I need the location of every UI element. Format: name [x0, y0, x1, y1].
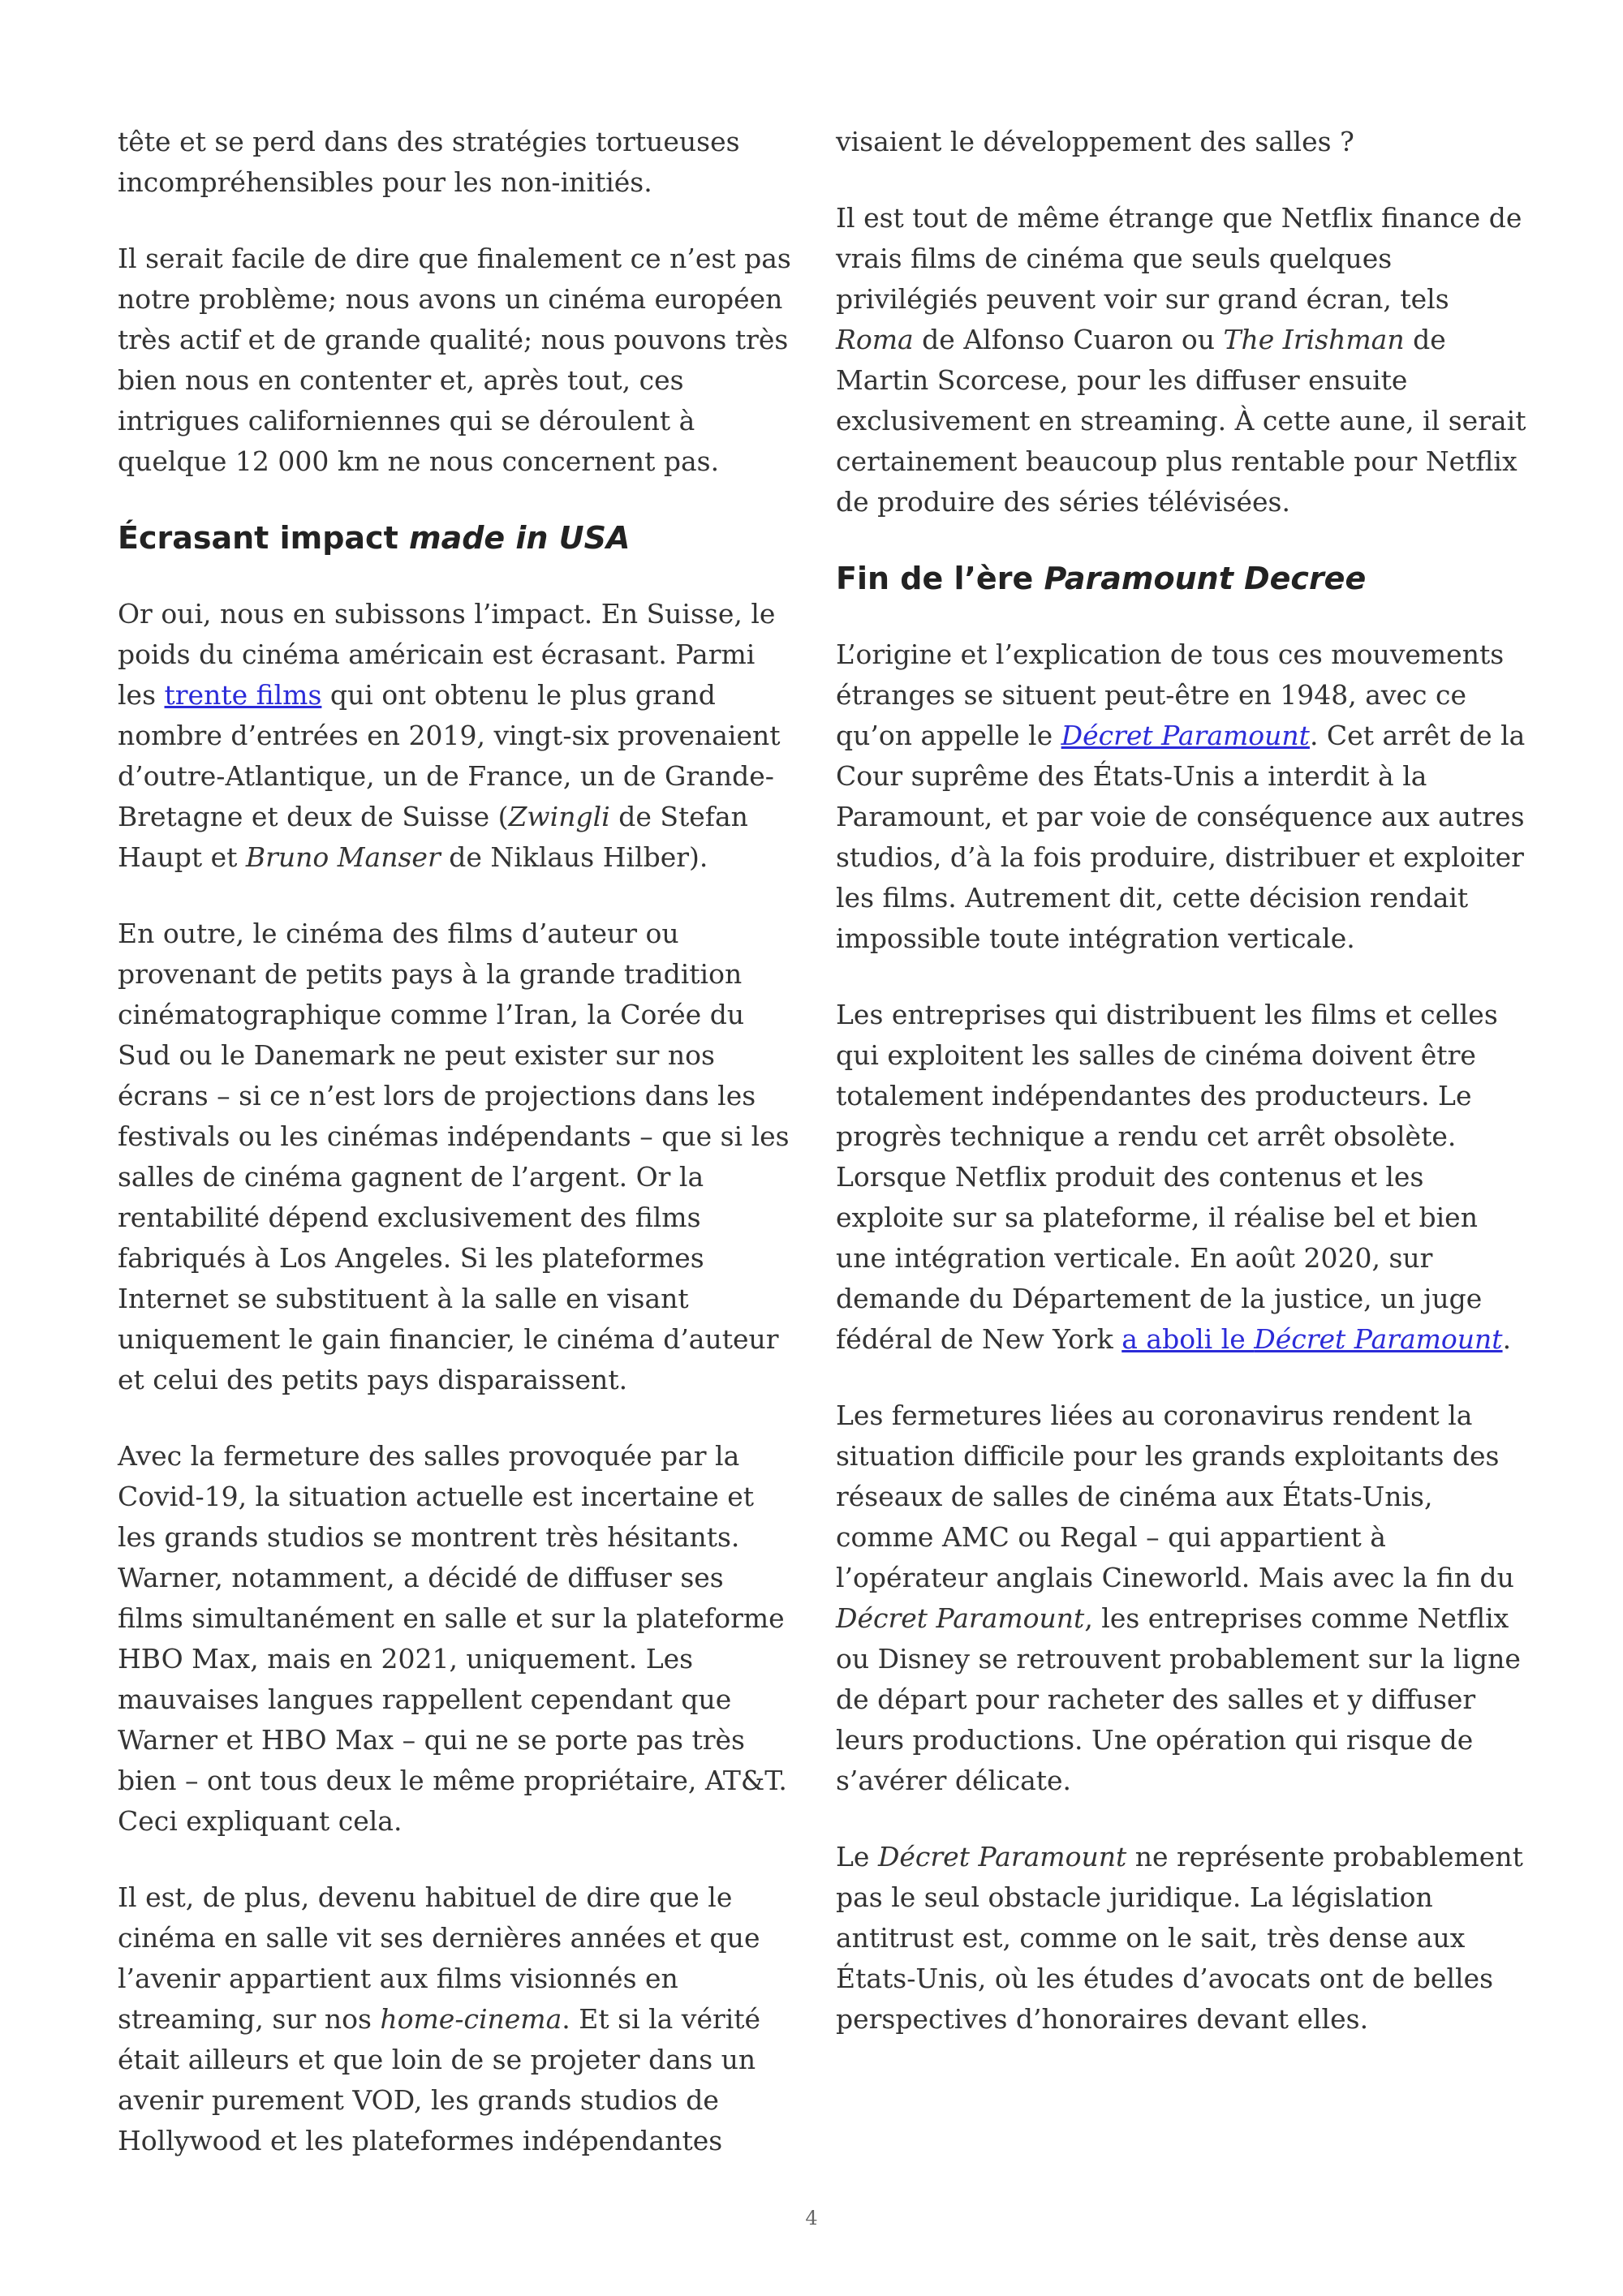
paragraph: Les fermetures liées au coronavirus rendent la situation difficile pour les grands exploitants des réseaux de salles de cinéma aux États-Unis, comme AMC ou Regal – qui appartient à l’opérateur anglais Cineworld. Mais avec la fin du Décret Paramount, les entreprises comme Netflix ou Disney se retrouvent probablement sur la ligne de départ pour racheter des salles et y diffuser leurs productions. Une opération qui risque de s’avérer délicate.	[836, 1400, 1521, 1796]
paragraph: Avec la fermeture des salles provoquée par la Covid-19, la situation actuelle est incertaine et les grands studios se montrent très hésitants. Warner, notamment, a décidé de diffuser ses films simultanément en salle et sur la plateforme HBO Max, mais en 2021, uniquement. Les mauvaises langues rappellent cependant que Warner et HBO Max – qui ne se porte pas très bien – ont tous deux le même propriétaire, AT&T. Ceci expliquant cela.	[118, 1440, 787, 1837]
link-decret-paramount[interactable]: Décret Paramount	[1061, 720, 1310, 751]
page-number: 4	[805, 2207, 818, 2229]
paragraph: Il serait facile de dire que finalement ce n’est pas notre problème; nous avons un cinéma européen très actif et de grande qualité; nous pouvons très bien nous en contenter et, après tout, ces intrigues californiennes qui se déroulent à quelque 12 000 km ne nous concernent pas.	[118, 243, 791, 477]
paragraph: En outre, le cinéma des films d’auteur ou provenant de petits pays à la grande tradition cinématographique comme l’Iran, la Corée du Sud ou le Danemark ne peut exister sur nos écrans – si ce n’est lors de projections dans les festivals ou les cinémas indépendants – que si les salles de cinéma gagnent de l’argent. Or la rentabilité dépend exclusivement des films fabriqués à Los Angeles. Si les plateformes Internet se substituent à la salle en visant uniquement le gain financier, le cinéma d’auteur et celui des petits pays disparaissent.	[118, 918, 790, 1395]
paragraph: Il est tout de même étrange que Netflix finance de vrais films de cinéma que seuls quelques privilégiés peuvent voir sur grand écran, tels Roma de Alfonso Cuaron ou The Irishman de Martin Scorcese, pour les diffuser ensuite exclusivement en streaming. À cette aune, il serait certainement beaucoup plus rentable pour Netflix de produire des séries télévisées.	[836, 202, 1526, 518]
link-aboli-decret[interactable]: a aboli le Décret Paramount	[1121, 1323, 1503, 1355]
paragraph: Il est, de plus, devenu habituel de dire que le cinéma en salle vit ses dernières années et que l’avenir appartient aux films visionnés en streaming, sur nos home-cinema. Et si la vérité était ailleurs et que loin de se projeter dans un avenir purement VOD, les grands studios de Hollywood et les plateformes indépendantes	[118, 1881, 761, 2156]
left-column	[118, 122, 791, 2197]
paragraph: visaient le développement des salles ?	[836, 126, 1354, 157]
paragraph: Les entreprises qui distribuent les films et celles qui exploitent les salles de cinéma doivent être totalement indépendantes des producteurs. Le progrès technique a rendu cet arrêt obsolète. Lorsque Netflix produit des contenus et les exploite sur sa plateforme, il réalise bel et bien une intégration verticale. En août 2020, sur demande du Département de la justice, un juge fédéral de New York a aboli le Décret Paramount.	[836, 999, 1512, 1355]
section-heading: Fin de l’ère Paramount Decree	[836, 561, 1367, 596]
paragraph: tête et se perd dans des stratégies tortueuses incompréhensibles pour les non-initiés.	[118, 126, 740, 198]
link-trente-films[interactable]: trente films	[164, 679, 322, 711]
right-column	[836, 122, 1534, 2075]
paragraph: Le Décret Paramount ne représente probablement pas le seul obstacle juridique. La législation antitrust est, comme on le sait, très dense aux États-Unis, où les études d’avocats ont de belles perspectives d’honoraires devant elles.	[836, 1841, 1523, 2035]
paragraph: Or oui, nous en subissons l’impact. En Suisse, le poids du cinéma américain est écrasant. Parmi les trente films qui ont obtenu le plus grand nombre d’entrées en 2019, vingt-six provenaient d’outre-Atlantique, un de France, un de Grande-Bretagne et deux de Suisse (Zwingli de Stefan Haupt et Bruno Manser de Niklaus Hilber).	[118, 598, 781, 873]
section-heading: Écrasant impact made in USA	[118, 520, 631, 556]
paragraph: L’origine et l’explication de tous ces mouvements étranges se situent peut-être en 1948, avec ce qu’on appelle le Décret Paramount. Cet arrêt de la Cour suprême des États-Unis a interdit à la Paramount, et par voie de conséquence aux autres studios, d’à la fois produire, distribuer et exploiter les films. Autrement dit, cette décision rendait impossible toute intégration verticale.	[836, 638, 1526, 954]
